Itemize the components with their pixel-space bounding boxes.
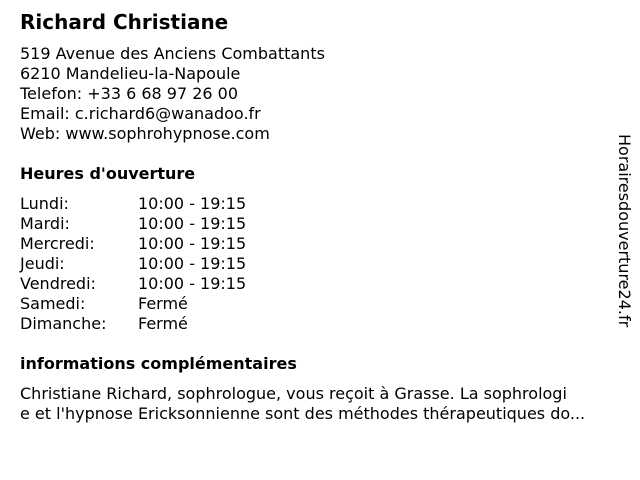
site-watermark: Horairesdouverture24.fr bbox=[615, 134, 634, 328]
hours-row-thursday bbox=[20, 254, 620, 274]
contact-block bbox=[20, 44, 620, 144]
hours-table bbox=[20, 194, 620, 334]
info-line-1: Christiane Richard, sophrologue, vous reçoit à Grasse. La sophrologi bbox=[20, 384, 567, 403]
time-value: 10:00 - 19:15 bbox=[138, 214, 247, 233]
business-name: Richard Christiane bbox=[20, 10, 229, 34]
address-city: 6210 Mandelieu-la-Napoule bbox=[20, 64, 241, 83]
time-value: 10:00 - 19:15 bbox=[138, 254, 247, 273]
day-label: Jeudi: bbox=[20, 254, 65, 273]
time-value: 10:00 - 19:15 bbox=[138, 274, 247, 293]
hours-row-friday bbox=[20, 274, 620, 294]
email-line[interactable]: Email: c.richard6@wanadoo.fr bbox=[20, 104, 261, 123]
hours-row-tuesday bbox=[20, 214, 620, 234]
day-label: Vendredi: bbox=[20, 274, 96, 293]
day-label: Dimanche: bbox=[20, 314, 107, 333]
business-card bbox=[20, 8, 620, 424]
hours-row-monday bbox=[20, 194, 620, 214]
day-label: Lundi: bbox=[20, 194, 69, 213]
phone-line[interactable]: Telefon: +33 6 68 97 26 00 bbox=[20, 84, 239, 103]
day-label: Mardi: bbox=[20, 214, 70, 233]
day-label: Samedi: bbox=[20, 294, 86, 313]
info-text bbox=[20, 384, 632, 424]
time-value: Fermé bbox=[138, 294, 188, 313]
info-title: informations complémentaires bbox=[20, 354, 297, 373]
web-line[interactable]: Web: www.sophrohypnose.com bbox=[20, 124, 270, 143]
hours-row-wednesday bbox=[20, 234, 620, 254]
day-label: Mercredi: bbox=[20, 234, 95, 253]
hours-row-sunday bbox=[20, 314, 620, 334]
time-value: 10:00 - 19:15 bbox=[138, 194, 247, 213]
time-value: Fermé bbox=[138, 314, 188, 333]
time-value: 10:00 - 19:15 bbox=[138, 234, 247, 253]
address-street: 519 Avenue des Anciens Combattants bbox=[20, 44, 325, 63]
hours-title: Heures d'ouverture bbox=[20, 164, 196, 183]
hours-row-saturday bbox=[20, 294, 620, 314]
info-line-2: e et l'hypnose Ericksonnienne sont des méthodes thérapeutiques do... bbox=[20, 404, 586, 423]
